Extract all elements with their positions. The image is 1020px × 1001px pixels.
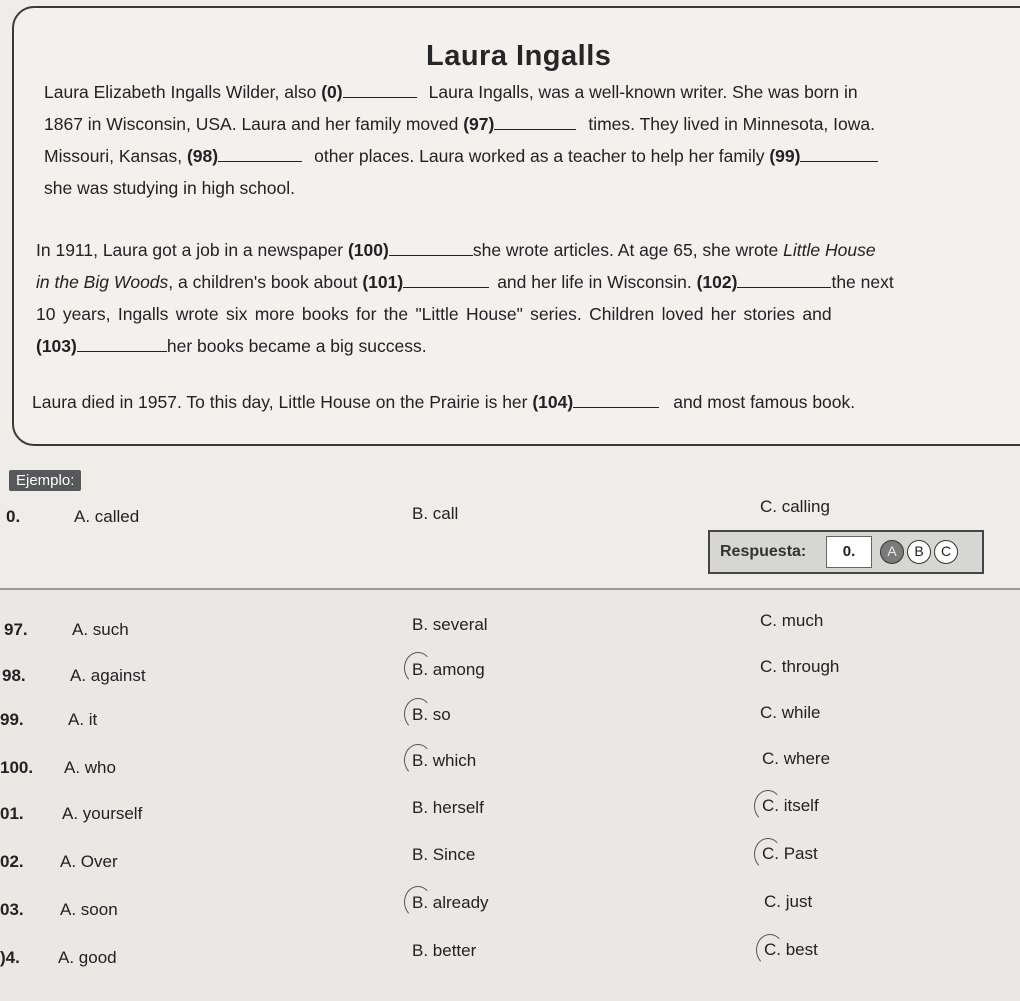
- question-option-b[interactable]: B. Since: [412, 845, 476, 864]
- passage-line: 1867 in Wisconsin, USA. Laura and her family moved (97) times. They lived in Minnesota, Iowa.: [44, 114, 875, 134]
- answer-label: Respuesta:: [720, 543, 807, 560]
- question-number: 97.: [4, 620, 28, 639]
- answer-bubble-a[interactable]: A: [880, 540, 904, 564]
- pencil-mark: [404, 698, 432, 730]
- blank-102: [737, 287, 831, 288]
- blank-100: [389, 255, 473, 256]
- example-tag: Ejemplo:: [9, 470, 81, 491]
- pencil-mark: [404, 886, 432, 918]
- blank-101: [403, 287, 489, 288]
- question-number: 98.: [2, 666, 26, 685]
- question-option-c[interactable]: C. through: [760, 657, 840, 676]
- question-option-b[interactable]: B. better: [412, 941, 477, 960]
- pencil-mark: [404, 744, 432, 776]
- question-option-c[interactable]: C. much: [760, 611, 824, 630]
- question-option-b[interactable]: B. which: [412, 751, 477, 770]
- blank-98: [218, 161, 302, 162]
- answer-bubble-c[interactable]: C: [934, 540, 958, 564]
- question-option-a[interactable]: A. who: [64, 758, 116, 777]
- question-option-c[interactable]: C. best: [764, 940, 818, 959]
- question-option-b[interactable]: B. so: [412, 705, 451, 724]
- question-option-c[interactable]: C. itself: [762, 796, 819, 815]
- question-option-a[interactable]: A. such: [72, 620, 129, 639]
- question-option-a[interactable]: A. it: [68, 710, 98, 729]
- example-option-b: B. call: [412, 504, 459, 523]
- passage-line: Laura died in 1957. To this day, Little House on the Prairie is her (104) and most famous book.: [32, 392, 856, 412]
- passage-line: she was studying in high school.: [44, 178, 295, 198]
- question-option-b[interactable]: B. already: [412, 893, 489, 912]
- passage-line: Laura Elizabeth Ingalls Wilder, also (0) Laura Ingalls, was a well-known writer. She was born in: [44, 82, 858, 102]
- answer-box: [708, 530, 984, 574]
- pencil-mark: [404, 652, 432, 684]
- question-number: 100.: [0, 758, 34, 777]
- blank-104: [573, 407, 659, 408]
- question-option-a[interactable]: A. good: [58, 948, 117, 967]
- question-number: )4.: [0, 948, 20, 967]
- question-option-a[interactable]: A. against: [70, 666, 146, 685]
- question-option-c[interactable]: C. just: [764, 892, 813, 911]
- pencil-mark: [754, 838, 782, 870]
- question-option-a[interactable]: A. yourself: [62, 804, 143, 823]
- passage-line: Missouri, Kansas, (98) other places. Laura worked as a teacher to help her family (99): [44, 146, 878, 167]
- passage-line: in the Big Woods, a children's book about (101) and her life in Wisconsin. (102) the next: [36, 272, 894, 292]
- question-option-c[interactable]: C. where: [762, 749, 831, 768]
- question-number: 02.: [0, 852, 24, 871]
- answer-bubble-b[interactable]: B: [907, 540, 931, 564]
- blank-99: [800, 161, 878, 162]
- blank-103: [77, 351, 167, 352]
- example-number: 0.: [6, 507, 21, 526]
- question-number: 01.: [0, 804, 24, 823]
- question-option-c[interactable]: C. while: [760, 703, 821, 722]
- question-option-b[interactable]: B. several: [412, 615, 488, 634]
- pencil-mark: [754, 790, 782, 822]
- question-option-b[interactable]: B. among: [412, 660, 485, 679]
- example-option-a: A. called: [74, 507, 140, 526]
- question-option-a[interactable]: A. soon: [60, 900, 118, 919]
- question-number: 99.: [0, 710, 24, 729]
- question-option-c[interactable]: C. Past: [762, 844, 818, 863]
- passage-line: 10 years, Ingalls wrote six more books for the "Little House" series. Children loved her stories and: [36, 304, 832, 324]
- passage-line: In 1911, Laura got a job in a newspaper (100) she wrote articles. At age 65, she wrote Little House: [36, 240, 876, 260]
- section-divider: [0, 588, 1020, 590]
- question-option-a[interactable]: A. Over: [60, 852, 118, 871]
- question-option-b[interactable]: B. herself: [412, 798, 484, 817]
- example-option-c: C. calling: [760, 497, 830, 516]
- passage-line: (103) her books became a big success.: [36, 336, 427, 356]
- blank-0: [343, 97, 417, 98]
- question-number: 03.: [0, 900, 24, 919]
- pencil-mark: [756, 934, 784, 966]
- answer-number: 0.: [826, 536, 872, 568]
- blank-97: [494, 129, 576, 130]
- passage-title: Laura Ingalls: [426, 40, 612, 72]
